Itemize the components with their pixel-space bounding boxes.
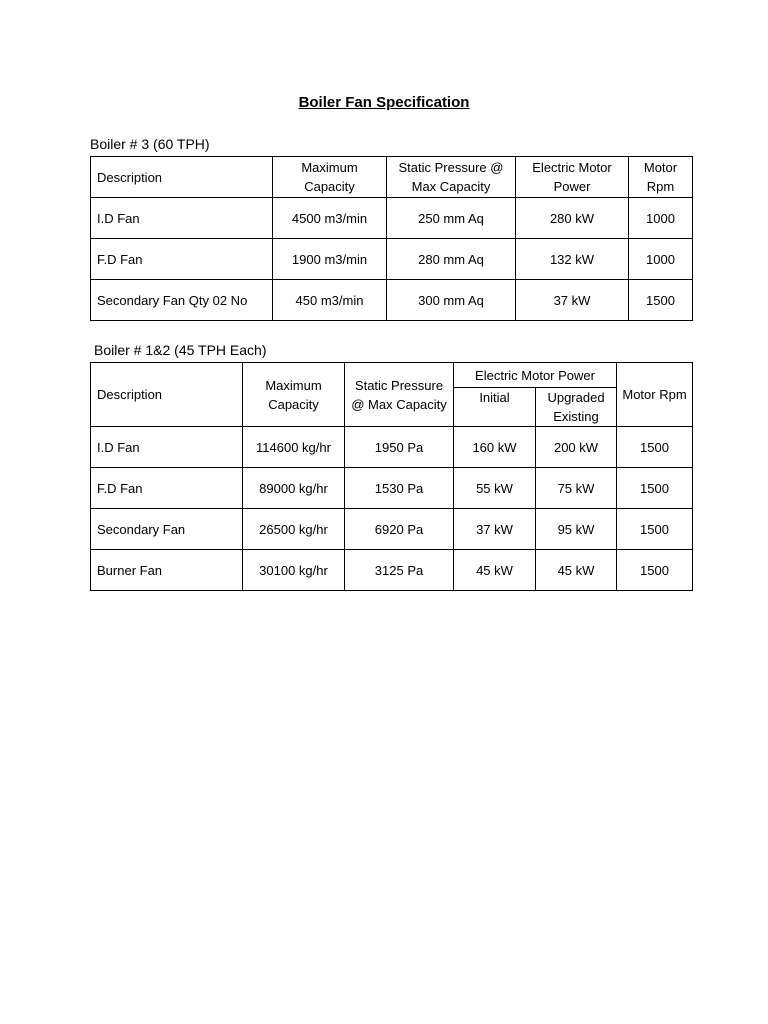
table-row xyxy=(91,198,693,239)
cell-description: F.D Fan xyxy=(91,468,243,509)
cell-pressure: 250 mm Aq xyxy=(387,198,516,239)
cell-rpm: 1000 xyxy=(629,239,693,280)
cell-pressure: 1530 Pa xyxy=(345,468,454,509)
cell-motor-power: 132 kW xyxy=(516,239,629,280)
header-capacity: Maximum Capacity xyxy=(243,363,345,427)
header-pressure: Static Pressure @ Max Capacity xyxy=(387,157,516,198)
boiler12-heading: Boiler # 1&2 (45 TPH Each) xyxy=(94,342,267,358)
header-rpm: Motor Rpm xyxy=(617,363,693,427)
cell-pressure: 300 mm Aq xyxy=(387,280,516,321)
boiler3-table xyxy=(90,156,693,321)
cell-upgraded: 200 kW xyxy=(536,427,617,468)
cell-description: I.D Fan xyxy=(91,427,243,468)
cell-capacity: 4500 m3/min xyxy=(273,198,387,239)
cell-pressure: 3125 Pa xyxy=(345,550,454,591)
header-motor-power: Electric Motor Power xyxy=(454,363,617,388)
cell-initial: 160 kW xyxy=(454,427,536,468)
table-header-row xyxy=(91,363,693,388)
cell-initial: 37 kW xyxy=(454,509,536,550)
table-row xyxy=(91,427,693,468)
cell-rpm: 1500 xyxy=(617,509,693,550)
table-row xyxy=(91,280,693,321)
cell-upgraded: 95 kW xyxy=(536,509,617,550)
cell-capacity: 450 m3/min xyxy=(273,280,387,321)
cell-capacity: 26500 kg/hr xyxy=(243,509,345,550)
cell-capacity: 30100 kg/hr xyxy=(243,550,345,591)
cell-rpm: 1500 xyxy=(617,468,693,509)
cell-motor-power: 280 kW xyxy=(516,198,629,239)
cell-capacity: 114600 kg/hr xyxy=(243,427,345,468)
cell-description: I.D Fan xyxy=(91,198,273,239)
header-upgraded: Upgraded Existing xyxy=(536,388,617,427)
header-rpm: Motor Rpm xyxy=(629,157,693,198)
cell-pressure: 280 mm Aq xyxy=(387,239,516,280)
header-description: Description xyxy=(91,363,243,427)
table-header-row xyxy=(91,157,693,198)
cell-upgraded: 45 kW xyxy=(536,550,617,591)
boiler12-table xyxy=(90,362,693,591)
cell-rpm: 1000 xyxy=(629,198,693,239)
cell-upgraded: 75 kW xyxy=(536,468,617,509)
cell-motor-power: 37 kW xyxy=(516,280,629,321)
cell-capacity: 89000 kg/hr xyxy=(243,468,345,509)
cell-rpm: 1500 xyxy=(617,427,693,468)
header-initial: Initial xyxy=(454,388,536,427)
header-pressure: Static Pressure @ Max Capacity xyxy=(345,363,454,427)
cell-description: Secondary Fan Qty 02 No xyxy=(91,280,273,321)
cell-capacity: 1900 m3/min xyxy=(273,239,387,280)
table-row xyxy=(91,550,693,591)
boiler3-heading: Boiler # 3 (60 TPH) xyxy=(90,136,210,152)
page-title: Boiler Fan Specification xyxy=(298,94,470,111)
table-row xyxy=(91,509,693,550)
table-row xyxy=(91,468,693,509)
cell-rpm: 1500 xyxy=(629,280,693,321)
header-description: Description xyxy=(91,157,273,198)
cell-pressure: 1950 Pa xyxy=(345,427,454,468)
table-row xyxy=(91,239,693,280)
cell-initial: 55 kW xyxy=(454,468,536,509)
cell-description: Secondary Fan xyxy=(91,509,243,550)
cell-description: Burner Fan xyxy=(91,550,243,591)
cell-pressure: 6920 Pa xyxy=(345,509,454,550)
cell-initial: 45 kW xyxy=(454,550,536,591)
cell-rpm: 1500 xyxy=(617,550,693,591)
header-capacity: Maximum Capacity xyxy=(273,157,387,198)
header-motor-power: Electric Motor Power xyxy=(516,157,629,198)
cell-description: F.D Fan xyxy=(91,239,273,280)
